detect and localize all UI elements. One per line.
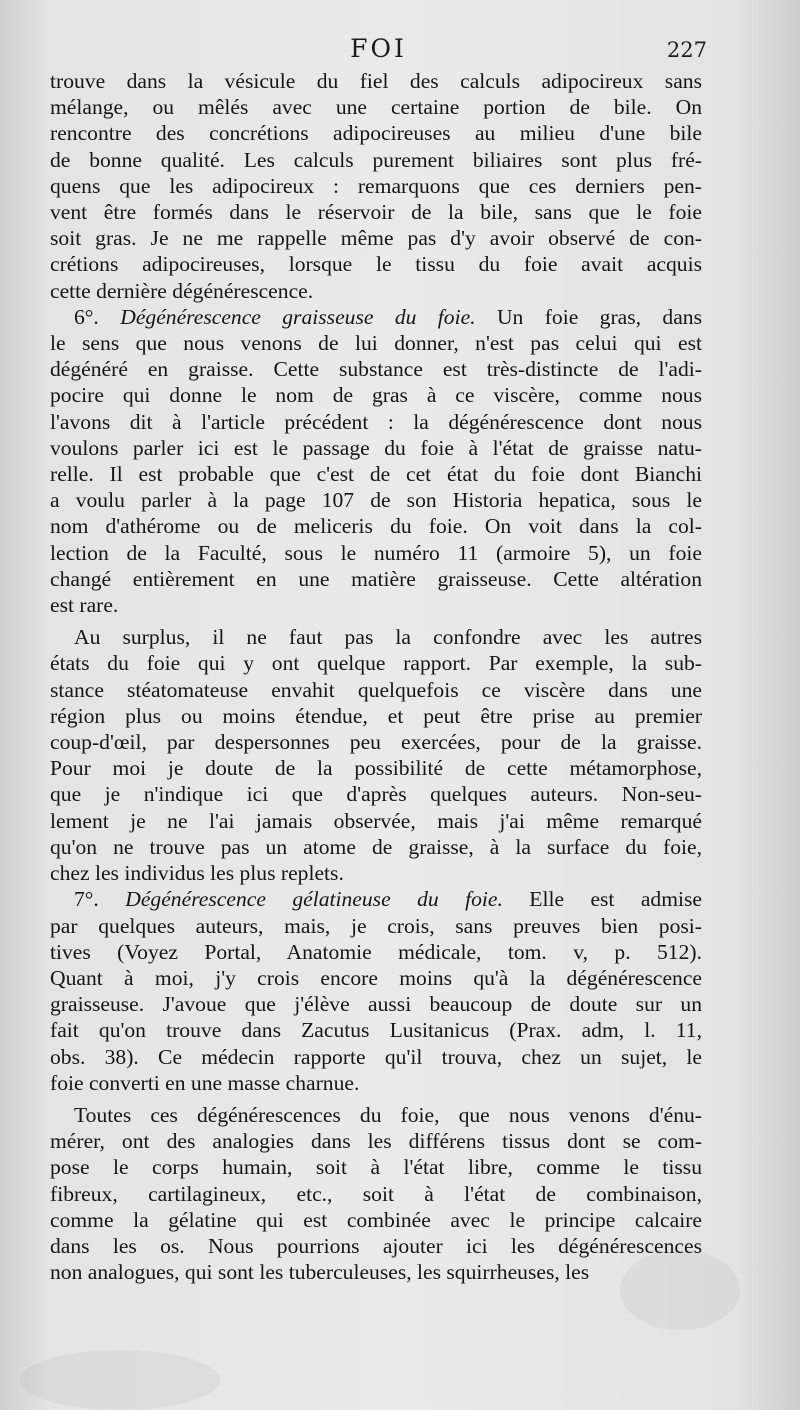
text-line [50,304,702,330]
text-line: est rare. [50,593,119,618]
text-line: par quelques auteurs, mais, je crois, sans preuves bien posi- [50,913,702,938]
text-line: nom d'athérome ou de meliceris du foie. On voit dans la col- [50,514,702,539]
text-line: changé entièrement en une matière graisseuse. Cette altération [50,566,702,591]
text-line: fait qu'on trouve dans Zacutus Lusitanicus (Prax. adm, l. 11, [50,1018,702,1043]
text-line: mélange, ou mêlés avec une certaine portion de bile. On [50,95,702,120]
text-line: dans les os. Nous pourrions ajouter ici les dégénérescences [50,1233,702,1258]
text-line: foie converti en une masse charnue. [50,1070,360,1095]
text-line: voulons parler ici est le passage du foie à l'état de graisse natu- [50,435,702,460]
paragraph-p4 [50,886,702,1096]
text-line: pose le corps humain, soit à l'état libre, comme le tissu [50,1155,702,1180]
text-line: Au surplus, il ne faut pas la confondre avec les autres [74,625,702,650]
line-text: Elle est admise [502,887,703,912]
text-line: vent être formés dans le réservoir de la bile, sans que le foie [50,200,702,225]
text-line: non analogues, qui sont les tuberculeuses, les squirrheuses, les [50,1260,590,1285]
section-heading: Dégénérescence gélatineuse du foie. [125,887,503,912]
text-line: chez les individus les plus replets. [50,861,344,886]
text-line: soit gras. Je ne me rappelle même pas d'y avoir observé de con- [50,226,702,251]
paper-stain [20,1350,220,1410]
text-line: relle. Il est probable que c'est de cet état du foie dont Bianchi [50,462,702,487]
running-head: FOI [350,34,407,63]
text-line: région plus ou moins étendue, et peut être prise au premier [50,703,702,728]
text-line: lection de la Faculté, sous le numéro 11 (armoire 5), un foie [50,540,702,565]
text-line: Quant à moi, j'y crois encore moins qu'à la dégénérescence [50,965,702,990]
text-line: le sens que nous venons de lui donner, n'est pas celui qui est [50,331,702,356]
text-line: rencontre des concrétions adipocireuses au milieu d'une bile [50,121,702,146]
page-header [50,34,707,66]
text-line: a voulu parler à la page 107 de son Historia hepatica, sous le [50,488,702,513]
text-line: coup-d'œil, par despersonnes peu exercées, pour de la graisse. [50,730,702,755]
body-text [50,68,702,1285]
text-line: Toutes ces dégénérescences du foie, que nous venons d'énu- [74,1102,702,1127]
section-number: 7°. [74,887,126,912]
text-line: crétions adipocireuses, lorsque le tissu du foie avait acquis [50,252,702,277]
text-line: l'avons dit à l'article précédent : la dégénérescence dont nous [50,409,702,434]
text-line: cette dernière dégénérescence. [50,278,314,303]
text-line [50,886,702,912]
section-number: 6°. [74,304,121,329]
line-text: Un foie gras, dans [475,304,703,329]
text-line: graisseuse. J'avoue que j'élève aussi beaucoup de doute sur un [50,992,702,1017]
section-heading: Dégénérescence graisseuse du foie. [120,304,476,329]
text-line: de bonne qualité. Les calculs purement biliaires sont plus fré- [50,147,702,172]
text-line: états du foie qui y ont quelque rapport. Par exemple, la sub- [50,651,702,676]
text-line: quens que les adipocireux : remarquons que ces derniers pen- [50,173,702,198]
paragraph-p2 [50,304,702,618]
text-line: dégénéré en graisse. Cette substance est très-distincte de l'adi- [50,357,702,382]
text-line: lement je ne l'ai jamais observée, mais j'ai même remarqué [50,808,702,833]
text-line: comme la gélatine qui est combinée avec le principe calcaire [50,1207,702,1232]
text-line: pocire qui donne le nom de gras à ce viscère, comme nous [50,383,702,408]
paragraph-p5 [50,1102,702,1285]
text-line: qu'on ne trouve pas un atome de graisse, à la surface du foie, [50,834,702,859]
text-line: tives (Voyez Portal, Anatomie médicale, tom. v, p. 512). [50,939,702,964]
text-line: mérer, ont des analogies dans les différens tissus dont se com- [50,1129,702,1154]
page-number: 227 [666,38,707,62]
paragraph-p3 [50,624,702,886]
text-line: Pour moi je doute de la possibilité de cette métamorphose, [50,756,702,781]
text-line: stance stéatomateuse envahit quelquefois ce viscère dans une [50,677,702,702]
text-line: obs. 38). Ce médecin rapporte qu'il trouva, chez un sujet, le [50,1044,702,1069]
text-line: fibreux, cartilagineux, etc., soit à l'état de combinaison, [50,1181,702,1206]
text-line: trouve dans la vésicule du fiel des calculs adipocireux sans [50,69,702,93]
text-line: que je n'indique ici que d'après quelques auteurs. Non-seu- [50,782,702,807]
paragraph-p1 [50,68,702,304]
